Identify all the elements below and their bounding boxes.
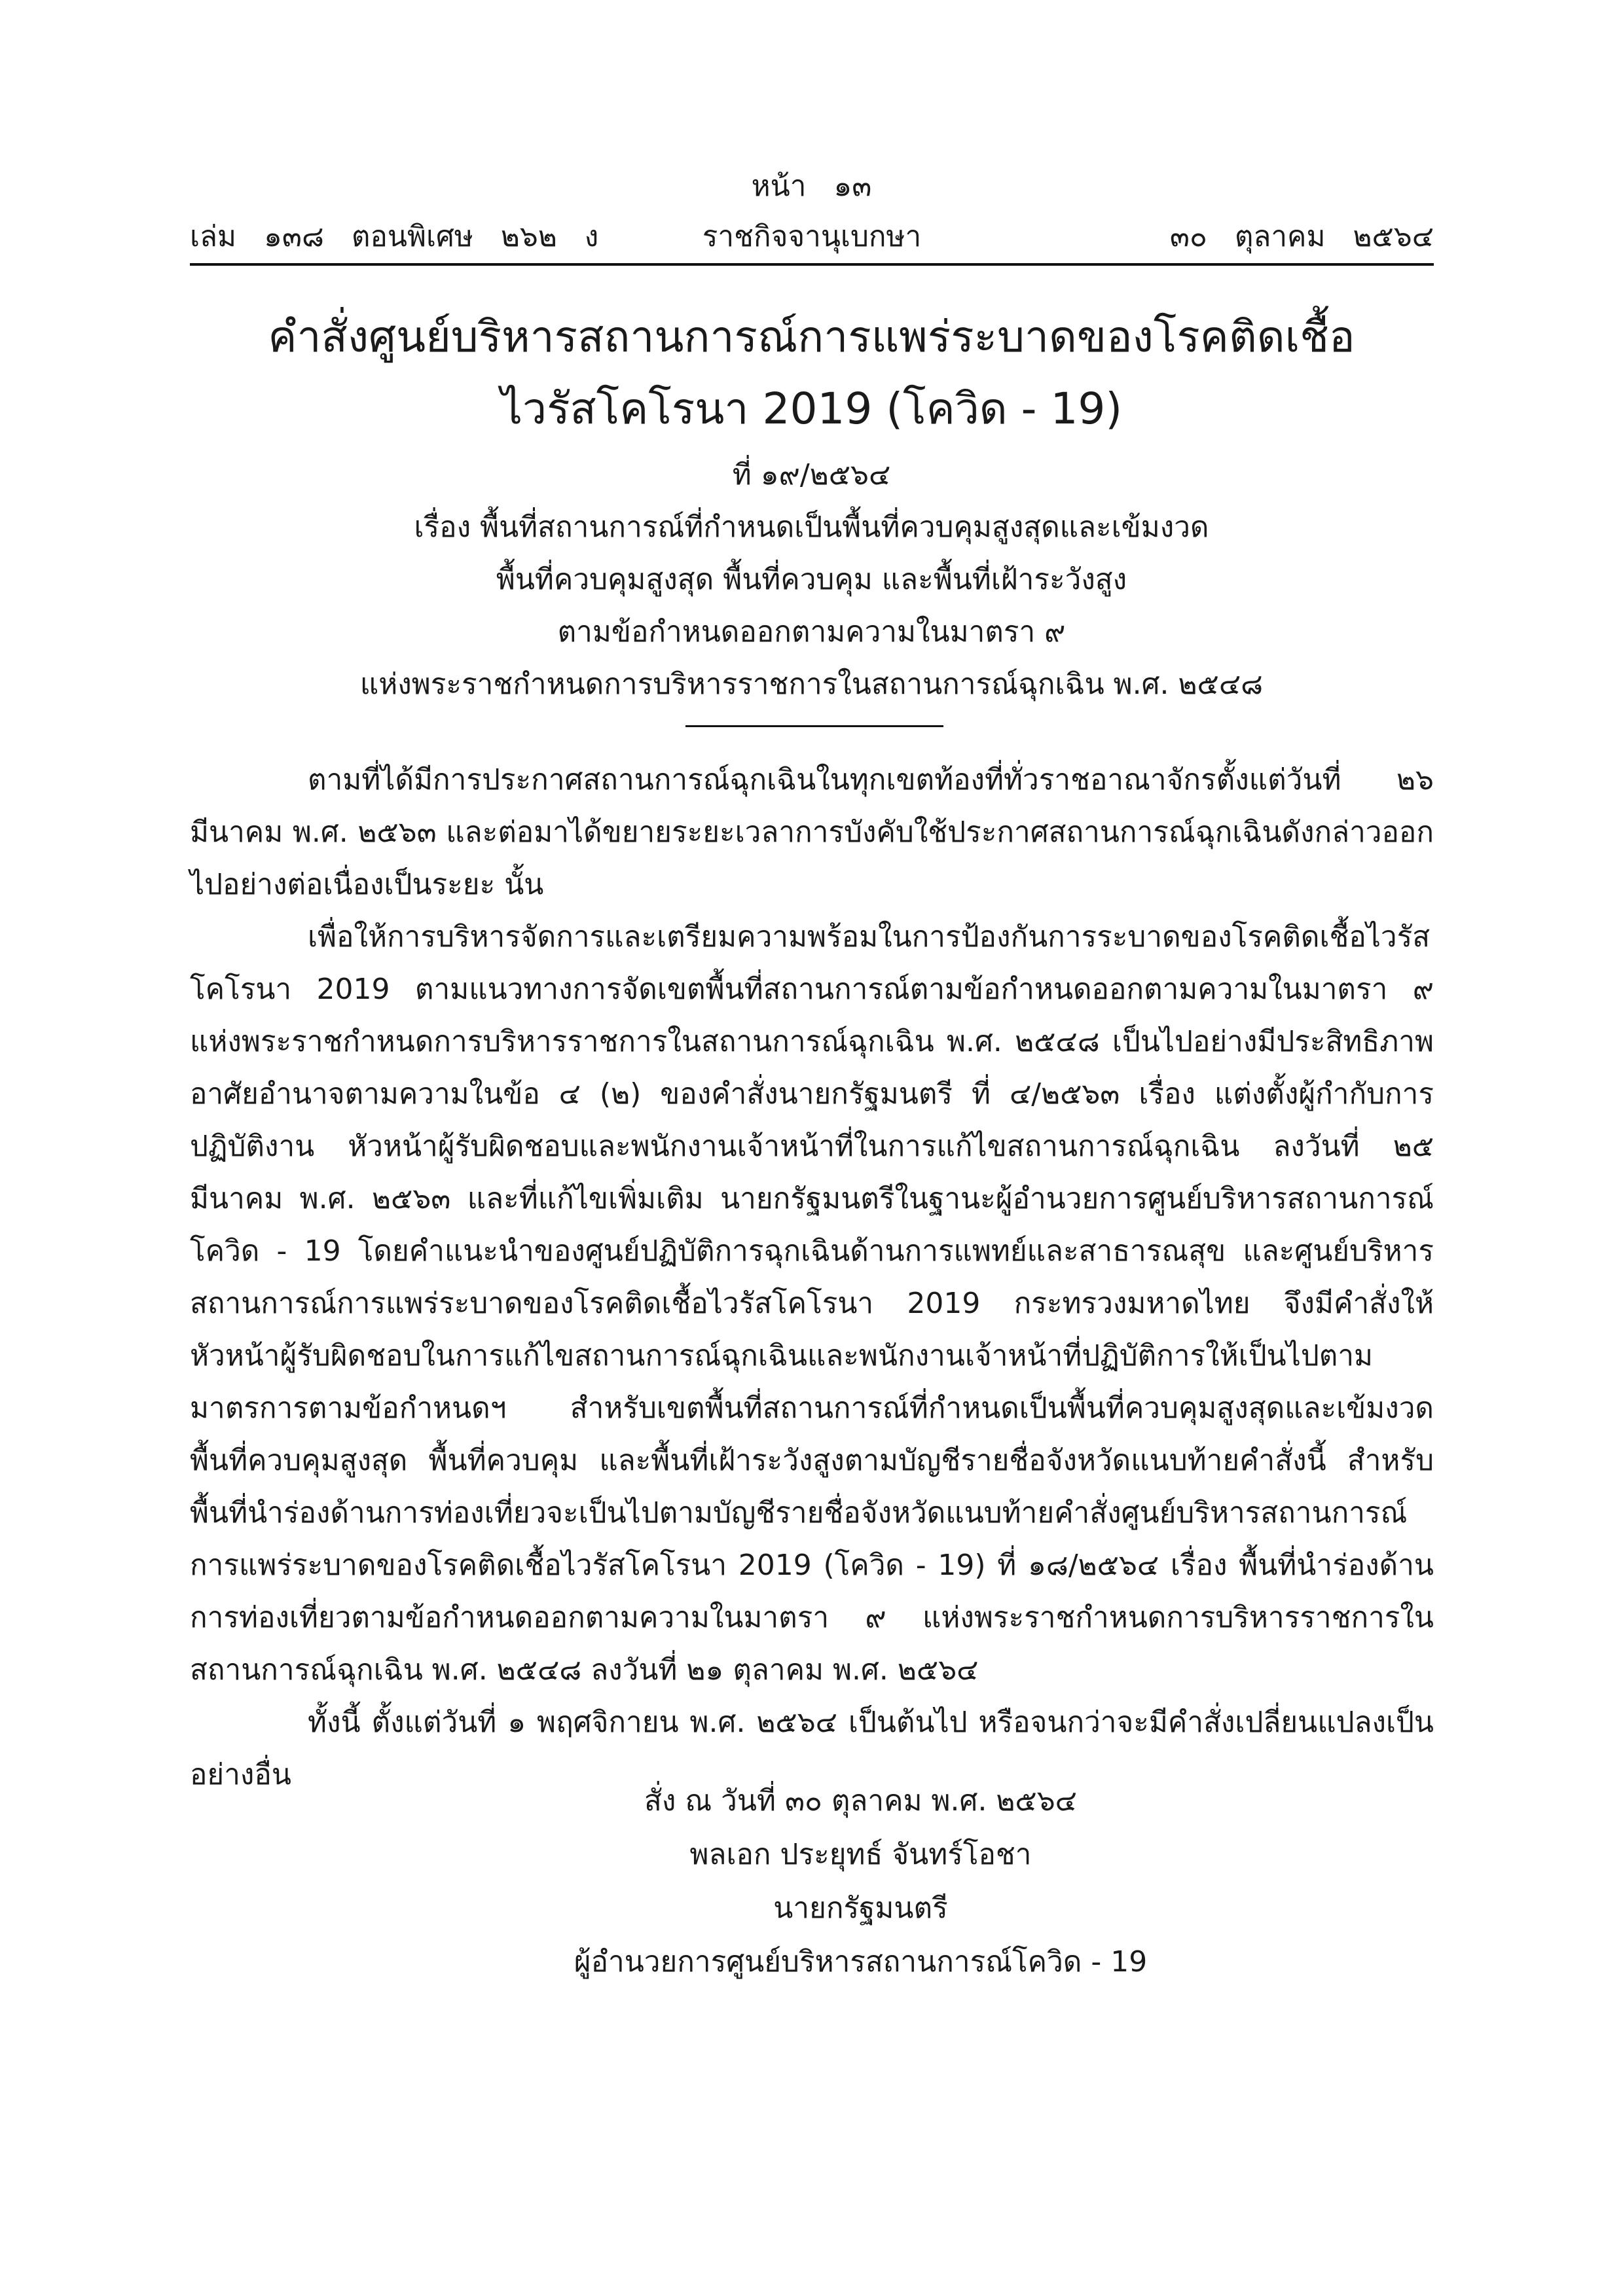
page-number: หน้า ๑๓ (751, 170, 872, 203)
issued-date: สั่ง ณ วันที่ ๓๐ ตุลาคม พ.ศ. ๒๕๖๔ (644, 1784, 1077, 1818)
subject-line2: พื้นที่ควบคุมสูงสุด พื้นที่ควบคุม และพื้นที่เฝ้าระวังสูง (496, 563, 1127, 596)
volume-issue: เล่ม ๑๓๘ ตอนพิเศษ ๒๖๒ ง (190, 220, 599, 253)
signatory-name: พลเอก ประยุทธ์ จันทร์โอชา (689, 1838, 1032, 1871)
publication-date: ๓๐ ตุลาคม ๒๕๖๔ (1169, 220, 1434, 253)
title-divider (685, 725, 943, 727)
subject-line4: แห่งพระราชกำหนดการบริหารราชการในสถานการณ์ฉุกเฉิน พ.ศ. ๒๕๔๘ (359, 668, 1264, 701)
signatory-role: ผู้อำนวยการศูนย์บริหารสถานการณ์โควิด - 19 (574, 1945, 1148, 1979)
header-divider (190, 263, 1434, 266)
order-title-line2: ไวรัสโคโรนา 2019 (โควิด - 19) (500, 384, 1123, 434)
gazette-header (190, 216, 1434, 258)
body-paragraph-1: ตามที่ได้มีการประกาศสถานการณ์ฉุกเฉินในทุกเขตท้องที่ทั่วราชอาณาจักรตั้งแต่วันที่ ๒๖ มีนาคม พ.ศ. ๒๕๖๓ และต่อมาได้ขยายระยะเวลาการบังคับใช้ประกาศสถานการณ์ฉุกเฉินดังกล่าวออกไปอย่างต่อเนื่องเป็นระยะ นั้น (190, 763, 1434, 901)
body-paragraph-3: ทั้งนี้ ตั้งแต่วันที่ ๑ พฤศจิกายน พ.ศ. ๒๕๖๔ เป็นต้นไป หรือจนกว่าจะมีคำสั่งเปลี่ยนแปลงเป็นอย่างอื่น (190, 1706, 1434, 1791)
order-title-line1: คำสั่งศูนย์บริหารสถานการณ์การแพร่ระบาดของโรคติดเชื้อ (268, 312, 1355, 362)
order-body (190, 754, 1434, 1801)
publication-name: ราชกิจจานุเบกษา (702, 220, 922, 253)
body-paragraph-2: เพื่อให้การบริหารจัดการและเตรียมความพร้อมในการป้องกันการระบาดของโรคติดเชื้อไวรัสโคโรนา 2019 ตามแนวทางการจัดเขตพื้นที่สถานการณ์ตามข้อกำหนดออกตามความในมาตรา ๙ แห่งพระราชกำหนดการบริหารราชการในสถานการณ์ฉุกเฉิน พ.ศ. ๒๕๔๘ เป็นไปอย่างมีประสิทธิภาพ อาศัยอำนาจตามความในข้อ ๔ (๒) ของคำสั่งนายกรัฐมนตรี ที่ ๔/๒๕๖๓ เรื่อง แต่งตั้งผู้กำกับการปฏิบัติงาน หัวหน้าผู้รับผิดชอบและพนักงานเจ้าหน้าที่ในการแก้ไขสถานการณ์ฉุกเฉิน ลงวันที่ ๒๕ มีนาคม พ.ศ. ๒๕๖๓ และที่แก้ไขเพิ่มเติม นายกรัฐมนตรีในฐานะผู้อำนวยการศูนย์บริหารสถานการณ์โควิด - 19 โดยคำแนะนำของศูนย์ปฏิบัติการฉุกเฉินด้านการแพทย์และสาธารณสุข และศูนย์บริหารสถานการณ์การแพร่ระบาดของโรคติดเชื้อไวรัสโคโรนา 2019 กระทรวงมหาดไทย จึงมีคำสั่งให้หัวหน้าผู้รับผิดชอบในการแก้ไขสถานการณ์ฉุกเฉินและพนักงานเจ้าหน้าที่ปฏิบัติการให้เป็นไปตามมาตรการตามข้อกำหนดฯ สำหรับเขตพื้นที่สถานการณ์ที่กำหนดเป็นพื้นที่ควบคุมสูงสุดและเข้มงวด พื้นที่ควบคุมสูงสุด พื้นที่ควบคุม และพื้นที่เฝ้าระวังสูงตามบัญชีรายชื่อจังหวัดแนบท้ายคำสั่งนี้ สำหรับพื้นที่นำร่องด้านการท่องเที่ยวจะเป็นไปตามบัญชีรายชื่อจังหวัดแนบท้ายคำสั่งศูนย์บริหารสถานการณ์การแพร่ระบาดของโรคติดเชื้อไวรัสโคโรนา 2019 (โควิด - 19) ที่ ๑๘/๒๕๖๔ เรื่อง พื้นที่นำร่องด้านการท่องเที่ยวตามข้อกำหนดออกตามความในมาตรา ๙ แห่งพระราชกำหนดการบริหารราชการในสถานการณ์ฉุกเฉิน พ.ศ. ๒๕๔๘ ลงวันที่ ๒๑ ตุลาคม พ.ศ. ๒๕๖๔ (190, 920, 1434, 1687)
subject-line1: เรื่อง พื้นที่สถานการณ์ที่กำหนดเป็นพื้นที่ควบคุมสูงสุดและเข้มงวด (414, 511, 1209, 544)
signatory-position: นายกรัฐมนตรี (773, 1892, 948, 1925)
subject-line3: ตามข้อกำหนดออกตามความในมาตรา ๙ (557, 615, 1066, 649)
order-number: ที่ ๑๙/๒๕๖๔ (732, 458, 891, 492)
